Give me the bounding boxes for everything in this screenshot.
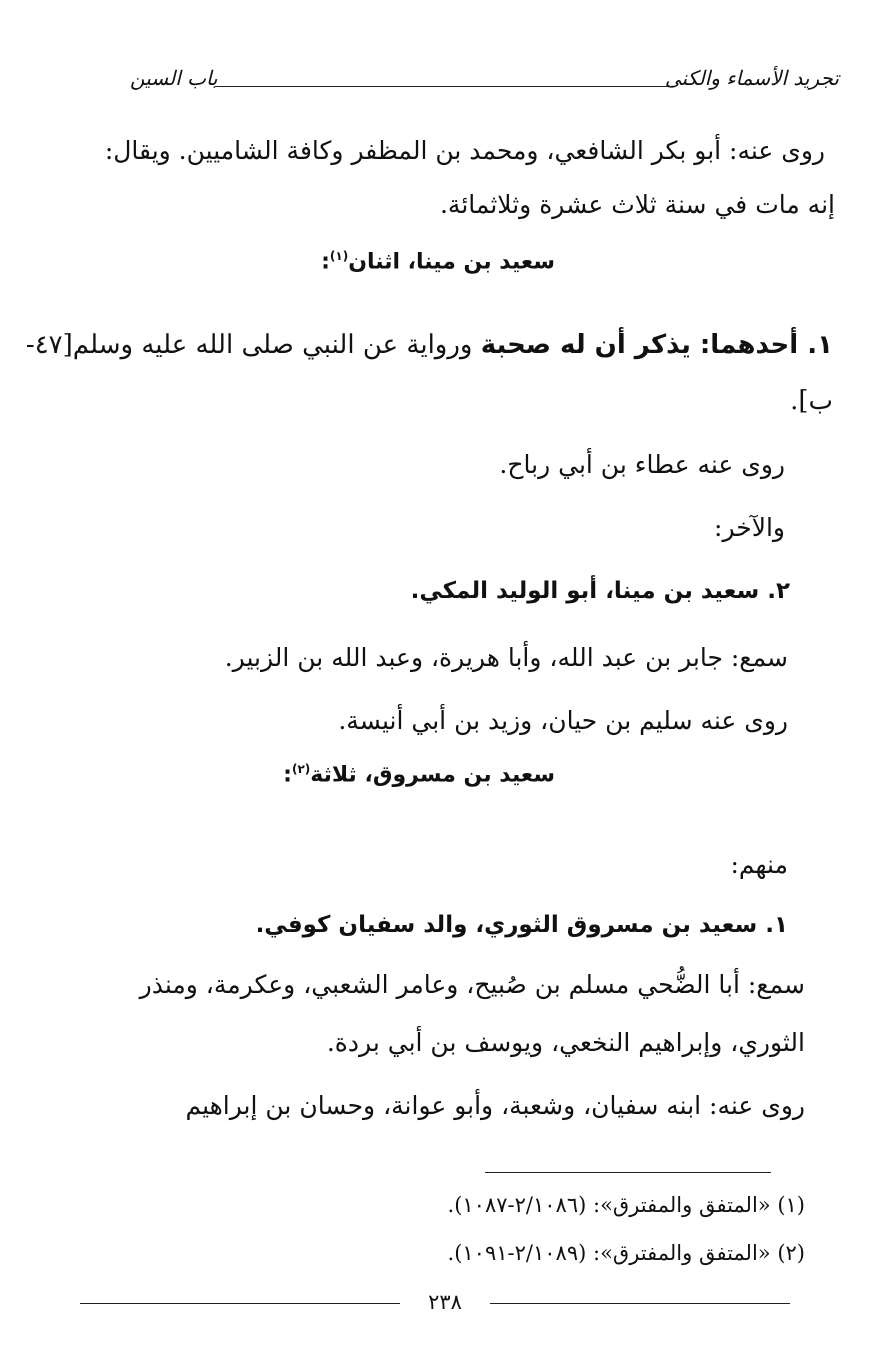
- body-line: روى عنه: ابنه سفيان، وشعبة، وأبو عوانة، وحسان بن إبراهيم: [185, 1091, 805, 1120]
- footnote: (١) «المتفق والمفترق»: (٢/١٠٨٦-١٠٨٧).: [447, 1193, 805, 1217]
- footnote-rule: [485, 1172, 771, 1173]
- heading-text: سعيد بن مينا، اثنان: [348, 249, 555, 275]
- body-line: روى عنه: أبو بكر الشافعي، ومحمد بن المظفر وكافة الشاميين. ويقال:: [104, 136, 825, 165]
- body-line: منهم:: [730, 850, 788, 879]
- section-heading: [283, 763, 555, 786]
- entry-text: ورواية عن النبي صلى الله عليه وسلم[٤٧-: [25, 330, 481, 360]
- running-header-chapter: باب السين: [130, 66, 218, 90]
- entry-heading: ٢. سعيد بن مينا، أبو الوليد المكي.: [410, 578, 790, 604]
- footnote-ref: (١): [329, 249, 349, 263]
- entry-label: ١. أحدهما: يذكر أن له صحبة: [480, 330, 833, 360]
- heading-text: سعيد بن مسروق، ثلاثة: [310, 762, 555, 788]
- entry-heading: ١. سعيد بن مسروق الثوري، والد سفيان كوفي.: [255, 912, 788, 938]
- body-line: روى عنه عطاء بن أبي رباح.: [499, 450, 785, 479]
- page-number: ٢٣٨: [428, 1290, 462, 1314]
- heading-colon: :: [283, 762, 292, 788]
- footnote: (٢) «المتفق والمفترق»: (٢/١٠٨٩-١٠٩١).: [447, 1241, 805, 1265]
- body-line: سمع: أبا الضُّحي مسلم بن صُبيح، وعامر الشعبي، وعكرمة، ومنذر: [139, 970, 805, 999]
- footnote-ref: (٢): [291, 762, 311, 776]
- heading-colon: :: [321, 249, 330, 275]
- body-line: ب].: [790, 386, 833, 416]
- body-line: والآخر:: [714, 513, 785, 542]
- footer-rule-right: [490, 1303, 790, 1304]
- section-heading: [321, 250, 555, 273]
- body-line: الثوري، وإبراهيم النخعي، ويوسف بن أبي بردة.: [326, 1028, 805, 1057]
- body-line: سمع: جابر بن عبد الله، وأبا هريرة، وعبد الله بن الزبير.: [224, 643, 788, 672]
- footer-rule-left: [80, 1303, 400, 1304]
- entry-line: [26, 332, 833, 358]
- body-line: روى عنه سليم بن حيان، وزيد بن أبي أنيسة.: [338, 706, 788, 735]
- running-header-title: تجريد الأسماء والكنى: [664, 66, 839, 90]
- header-rule: [215, 86, 671, 87]
- body-line: إنه مات في سنة ثلاث عشرة وثلاثمائة.: [439, 190, 835, 219]
